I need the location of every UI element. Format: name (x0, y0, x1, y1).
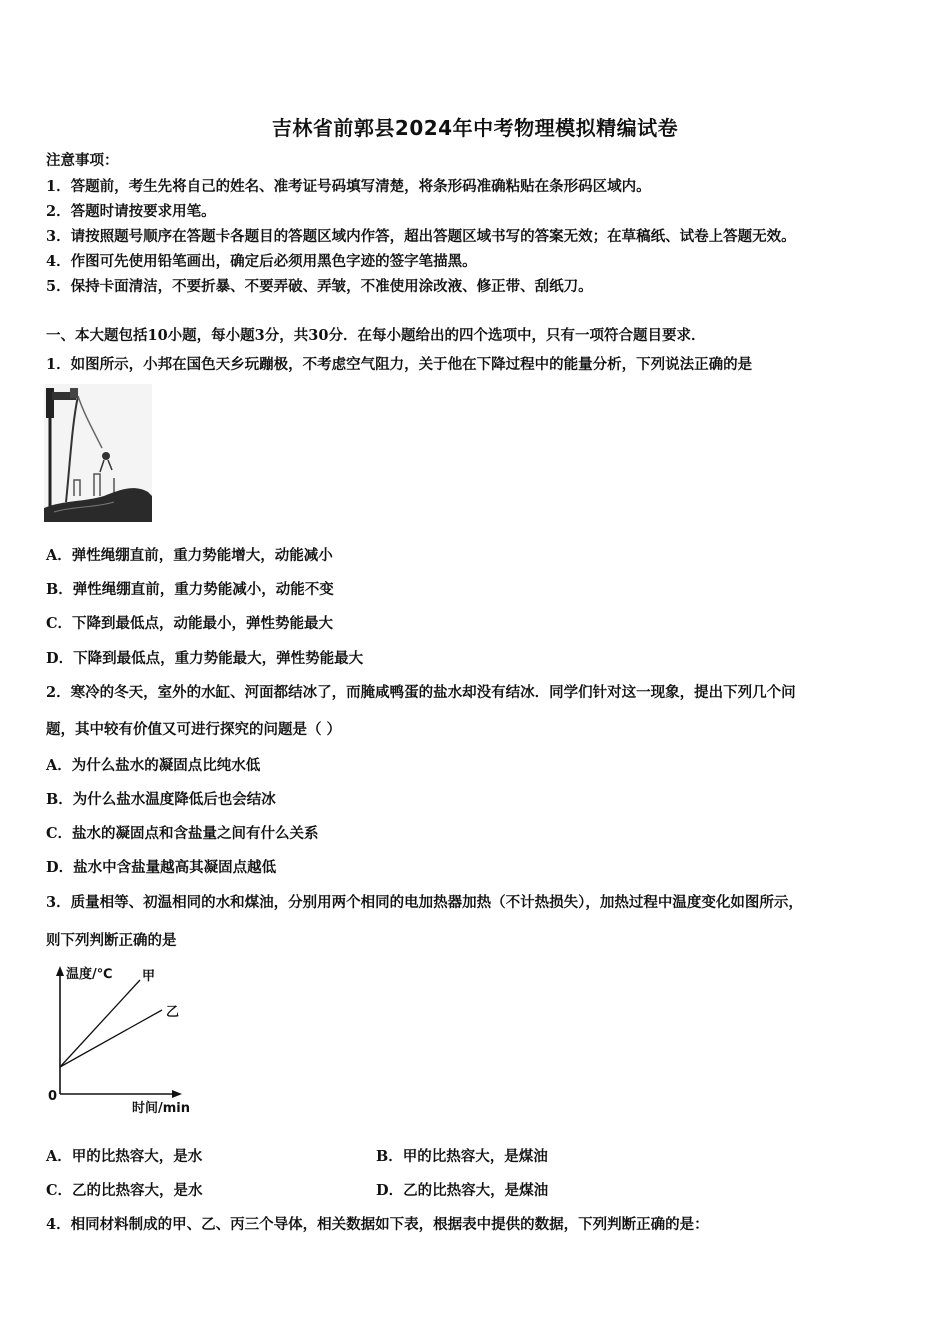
notice-item: 1．答题前，考生先将自己的姓名、准考证号码填写清楚，将条形码准确粘贴在条形码区域内。 (46, 178, 651, 195)
option-d: D．下降到最低点，重力势能最大，弹性势能最大 (46, 650, 364, 667)
x-axis-arrow (172, 1090, 182, 1098)
question-stem: 2．寒冷的冬天，室外的水缸、河面都结冰了，而腌咸鸭蛋的盐水却没有结冰．同学们针对这一现象，提出下列几个问 (46, 684, 796, 701)
option-d: D．乙的比热容大，是煤油 (376, 1182, 549, 1199)
notice-item: 5．保持卡面清洁，不要折暴、不要弄破、弄皱，不准使用涂改液、修正带、刮纸刀。 (46, 278, 593, 295)
y-axis-label: 温度/℃ (66, 967, 113, 982)
option-d: D．盐水中含盐量越高其凝固点越低 (46, 859, 277, 876)
x-axis-label: 时间/min (132, 1101, 191, 1116)
question-stem-cont: 题，其中较有价值又可进行探究的问题是（ ） (46, 721, 342, 738)
question-stem: 3．质量相等、初温相同的水和煤油，分别用两个相同的电加热器加热（不计热损失），加热过程中温度变化如图所示， (46, 894, 803, 911)
question-stem-cont: 则下列判断正确的是 (46, 932, 177, 949)
temperature-time-graph (40, 962, 210, 1118)
section-heading: 一、本大题包括10小题，每小题3分，共30分．在每小题给出的四个选项中，只有一项符合题目要求． (46, 327, 706, 344)
question-stem: 1．如图所示，小邦在国色天乡玩蹦极，不考虑空气阻力，关于他在下降过程中的能量分析，下列说法正确的是 (46, 356, 753, 373)
page-title: 吉林省前郭县2024年中考物理模拟精编试卷 (271, 116, 679, 140)
notice-item: 3．请按照题号顺序在答题卡各题目的答题区域内作答，超出答题区域书写的答案无效；在草稿纸、试卷上答题无效。 (46, 228, 796, 245)
option-c: C．乙的比热容大，是水 (46, 1182, 203, 1199)
option-b: B．为什么盐水温度降低后也会结冰 (46, 791, 276, 808)
option-c: C．下降到最低点，动能最小，弹性势能最大 (46, 615, 334, 632)
option-a: A．弹性绳绷直前，重力势能增大，动能减小 (46, 547, 333, 564)
notice-item: 2．答题时请按要求用笔。 (46, 203, 216, 220)
option-a: A．甲的比热容大，是水 (46, 1148, 203, 1165)
origin-label: 0 (48, 1089, 58, 1104)
notice-heading: 注意事项： (46, 152, 119, 169)
line-jia (60, 980, 140, 1067)
line-jia-label: 甲 (142, 969, 156, 984)
option-c: C．盐水的凝固点和含盐量之间有什么关系 (46, 825, 319, 842)
bungee-jumping-photo (44, 384, 152, 522)
notice-item: 4．作图可先使用铅笔画出，确定后必须用黑色字迹的签字笔描黑。 (46, 253, 477, 270)
line-yi (60, 1010, 162, 1067)
option-b: B．甲的比热容大，是煤油 (376, 1148, 548, 1165)
y-axis-arrow (56, 966, 64, 976)
question-stem: 4．相同材料制成的甲、乙、丙三个导体，相关数据如下表，根据表中提供的数据，下列判断正确的是： (46, 1216, 709, 1233)
option-a: A．为什么盐水的凝固点比纯水低 (46, 757, 261, 774)
option-b: B．弹性绳绷直前，重力势能减小，动能不变 (46, 581, 334, 598)
line-yi-label: 乙 (166, 1005, 180, 1020)
